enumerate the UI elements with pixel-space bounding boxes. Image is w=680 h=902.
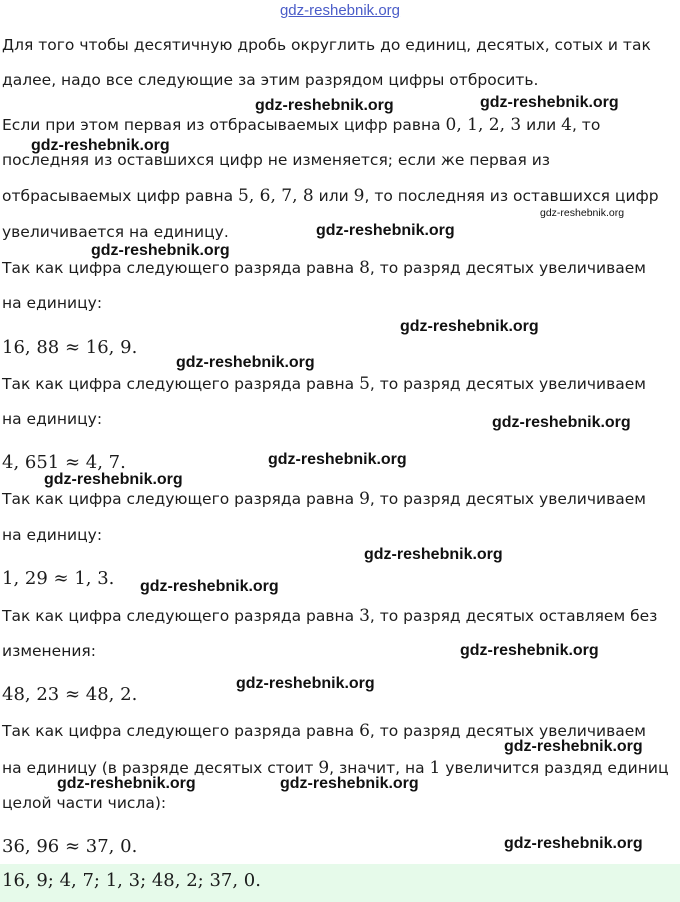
watermark: gdz-reshebnik.org (255, 97, 394, 114)
watermark: gdz-reshebnik.org (57, 775, 196, 792)
watermark: gdz-reshebnik.org (480, 94, 619, 111)
rule-digit-9: 9 (353, 186, 365, 206)
watermark: gdz-reshebnik.org (400, 318, 539, 335)
step-5-text: Так как цифра следующего разряда равна (2, 722, 360, 740)
step-2-text-end: , то разряд десятых увеличиваем (369, 375, 646, 393)
step-2-line-2: на единицу: (2, 410, 103, 428)
rule-digit-4: 4 (561, 115, 572, 135)
step-3-line-1 (2, 489, 646, 509)
step-2-text: Так как цифра следующего разряда равна (2, 375, 360, 393)
rule-line-6: увеличивается на единицу. (2, 223, 229, 241)
step-2-digit: 5 (359, 374, 370, 394)
step-5-line-2-end: увеличится раздяд единиц (440, 759, 669, 777)
step-4-text-end: , то разряд десятых оставляем без (369, 607, 658, 625)
step-1-line-2: на единицу: (2, 294, 103, 312)
watermark: gdz-reshebnik.org (268, 451, 407, 468)
step-4-digit: 3 (359, 606, 370, 626)
watermark: gdz-reshebnik.org (504, 835, 643, 852)
step-1-line-1 (2, 258, 646, 278)
rule-digits-0-3: 0, 1, 2, 3 (445, 115, 522, 135)
step-4-text: Так как цифра следующего разряда равна (2, 607, 360, 625)
watermark: gdz-reshebnik.org (316, 222, 455, 239)
step-2-line-1 (2, 374, 646, 394)
rule-line-3-end: , то (571, 116, 601, 134)
rule-line-5 (2, 186, 659, 206)
watermark: gdz-reshebnik.org (492, 414, 631, 431)
rule-line-1: Для того чтобы десятичную дробь округлить до единиц, десятых, сотых и так (2, 36, 651, 54)
step-5-math: 36, 96 ≈ 37, 0. (2, 836, 138, 857)
step-5-text-end: , то разряд десятых увеличиваем (369, 722, 646, 740)
watermark: gdz-reshebnik.org (91, 242, 230, 259)
watermark: gdz-reshebnik.org (31, 137, 170, 154)
watermark: gdz-reshebnik.org (460, 642, 599, 659)
step-5-line-2-text: на единицу (в разряде десятых стоит (2, 759, 319, 777)
rule-line-3-text: Если при этом первая из отбрасываемых цифр равна (2, 116, 446, 134)
step-4-line-1 (2, 606, 657, 626)
rule-digits-5-8: 5, 6, 7, 8 (238, 186, 314, 206)
header-site-link[interactable]: gdz-reshebnik.org (279, 2, 401, 19)
step-1-text-end: , то разряд десятых увеличиваем (369, 259, 646, 277)
step-3-math: 1, 29 ≈ 1, 3. (2, 568, 115, 589)
step-5-line-2-mid: , значит, на (329, 759, 430, 777)
watermark: gdz-reshebnik.org (280, 775, 419, 792)
step-3-text: Так как цифра следующего разряда равна (2, 490, 360, 508)
step-1-digit: 8 (359, 258, 370, 278)
rule-line-4: последняя из оставшихся цифр не изменяется; если же первая из (2, 151, 551, 169)
step-3-text-end: , то разряд десятых увеличиваем (369, 490, 646, 508)
step-5-line-3: целой части числа): (2, 794, 167, 812)
watermark: gdz-reshebnik.org (44, 471, 183, 488)
step-4-math: 48, 23 ≈ 48, 2. (2, 684, 138, 705)
rule-line-2: далее, надо все следующие за этим разрядом цифры отбросить. (2, 71, 539, 89)
step-2-math: 4, 651 ≈ 4, 7. (2, 452, 126, 473)
watermark: gdz-reshebnik.org (236, 675, 375, 692)
rule-line-5-or: или (313, 187, 354, 205)
watermark: gdz-reshebnik.org (140, 578, 279, 595)
step-3-digit: 9 (359, 489, 370, 509)
step-3-line-2: на единицу: (2, 526, 103, 544)
rule-line-3-or: или (521, 116, 562, 134)
step-1-math: 16, 88 ≈ 16, 9. (2, 337, 138, 358)
rule-line-3 (2, 115, 600, 135)
rule-line-5-text: отбрасываемых цифр равна (2, 187, 239, 205)
watermark: gdz-reshebnik.org (504, 738, 643, 755)
step-1-text: Так как цифра следующего разряда равна (2, 259, 360, 277)
watermark: gdz-reshebnik.org (540, 207, 625, 219)
rule-line-5-end: , то последняя из оставшихся цифр (364, 187, 659, 205)
answer-text: 16, 9; 4, 7; 1, 3; 48, 2; 37, 0. (2, 870, 261, 891)
step-4-line-2: изменения: (2, 642, 96, 660)
step-5-digit: 6 (359, 721, 370, 741)
watermark: gdz-reshebnik.org (176, 354, 315, 371)
watermark: gdz-reshebnik.org (364, 546, 503, 563)
step-5-digit-9: 9 (318, 758, 330, 778)
step-5-digit-1: 1 (429, 758, 441, 778)
